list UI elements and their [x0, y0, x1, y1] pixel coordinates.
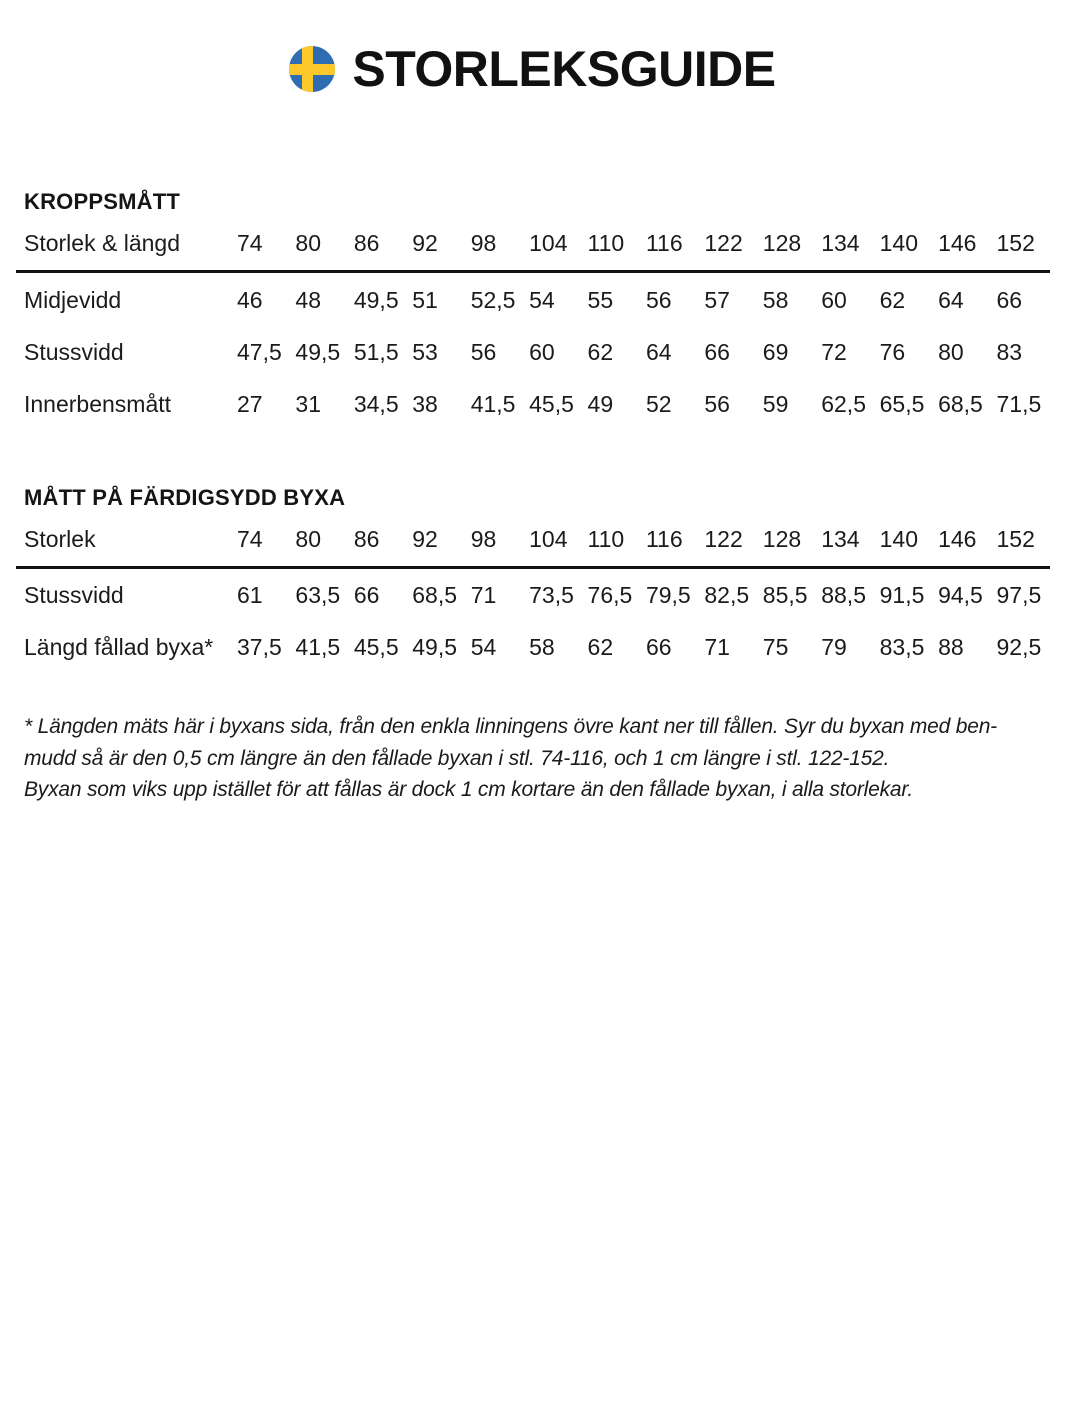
size-column-header: 146 [938, 525, 977, 552]
measurement-value: 66 [645, 634, 672, 660]
measurement-value: 34,5 [353, 390, 399, 417]
measurement-row [16, 567, 1050, 619]
size-column-header: 98 [470, 525, 497, 552]
measurement-value: 58 [529, 634, 555, 660]
measurement-value: 71 [470, 582, 497, 608]
measurement-value: 71 [704, 634, 730, 660]
measurement-value: 63,5 [295, 582, 341, 608]
measurement-value: 66 [704, 338, 730, 365]
size-column-header: 80 [295, 230, 322, 256]
measurement-value: 92,5 [996, 634, 1042, 660]
measurement-value: 56 [704, 390, 730, 417]
footnote-line: Byxan som viks upp istället för att fållas är dock 1 cm kortare än den fållade byxan, i alla storlekar. [24, 778, 914, 801]
measurement-label: Längd fållad byxa* [24, 634, 214, 660]
size-column-header: 74 [237, 230, 263, 256]
measurement-value: 49,5 [353, 286, 399, 313]
measurement-value: 31 [295, 390, 322, 417]
measurement-value: 62,5 [821, 390, 866, 417]
measurement-value: 54 [529, 286, 555, 313]
measurement-value: 51,5 [353, 338, 399, 365]
measurement-value: 47,5 [237, 338, 282, 365]
size-column-header: 140 [879, 525, 919, 552]
measurement-value: 45,5 [529, 390, 574, 417]
section-kroppsmatt [0, 190, 1065, 428]
size-column-header: 128 [762, 230, 802, 256]
size-column-header: 86 [353, 230, 380, 256]
measurement-value: 56 [470, 338, 497, 365]
size-column-header: 116 [645, 230, 683, 256]
measurement-value: 66 [353, 582, 380, 608]
measurement-value: 83 [996, 338, 1023, 365]
measurement-value: 66 [996, 286, 1023, 313]
measurement-value: 85,5 [762, 582, 808, 608]
section-heading-fardigsydd-byxa: MÅTT PÅ FÄRDIGSYDD BYXA [24, 484, 346, 510]
page-title: STORLEKSGUIDE [352, 41, 776, 97]
measurement-value: 88 [938, 634, 964, 660]
measurement-value: 58 [762, 286, 789, 313]
size-column-header: 92 [412, 230, 438, 256]
size-column-header: 134 [821, 230, 860, 256]
measurement-label: Stussvidd [24, 582, 124, 608]
section-heading-kroppsmatt: KROPPSMÅTT [24, 189, 180, 214]
size-column-header: 104 [529, 525, 568, 552]
measurement-value: 52 [645, 390, 672, 417]
measurement-value: 52,5 [470, 286, 516, 313]
size-column-header: 110 [587, 230, 625, 256]
size-header-label: Storlek [24, 525, 96, 552]
measurement-value: 41,5 [295, 634, 341, 660]
footnote-line: * Längden mäts här i byxans sida, från den enkla linningens övre kant ner till fållen. Syr du byxan med ben- [24, 715, 997, 738]
measurement-value: 60 [821, 286, 847, 313]
size-column-header: 74 [237, 525, 263, 552]
measurement-value: 76,5 [587, 582, 633, 608]
finished-trouser-measurements-table [16, 520, 1050, 672]
measurement-label: Innerbensmått [24, 390, 172, 417]
measurement-value: 72 [821, 338, 847, 365]
size-column-header: 134 [821, 525, 860, 552]
size-header-row [16, 224, 1050, 272]
size-column-header: 116 [645, 525, 683, 552]
size-header-label: Storlek & längd [24, 230, 180, 256]
size-column-header: 98 [470, 230, 497, 256]
size-column-header: 86 [353, 525, 380, 552]
measurement-value: 88,5 [821, 582, 866, 608]
measurement-value: 49,5 [412, 634, 458, 660]
measurement-value: 54 [470, 634, 497, 660]
measurement-value: 69 [762, 338, 789, 365]
content [0, 190, 1065, 806]
measurement-label: Stussvidd [24, 338, 124, 365]
size-column-header: 152 [996, 525, 1035, 552]
measurement-value: 48 [295, 286, 322, 313]
measurement-value: 80 [938, 338, 964, 365]
measurement-value: 38 [412, 390, 438, 417]
measurement-value: 49,5 [295, 338, 341, 365]
measurement-value: 62 [879, 286, 906, 313]
measurement-value: 56 [645, 286, 672, 313]
size-column-header: 122 [704, 525, 743, 552]
section-fardigsydd-byxa [0, 486, 1065, 672]
size-column-header: 92 [412, 525, 438, 552]
measurement-value: 82,5 [704, 582, 750, 608]
measurement-row [16, 619, 1050, 671]
size-column-header: 152 [996, 230, 1035, 256]
size-column-header: 128 [762, 525, 802, 552]
measurement-value: 83,5 [879, 634, 925, 660]
measurement-row [16, 324, 1050, 376]
size-column-header: 140 [879, 230, 919, 256]
header [0, 0, 1065, 97]
measurement-value: 68,5 [412, 582, 458, 608]
measurement-row [16, 376, 1050, 428]
measurement-value: 37,5 [237, 634, 282, 660]
measurement-value: 55 [587, 286, 614, 313]
measurement-value: 57 [704, 286, 730, 313]
size-header-row [16, 520, 1050, 568]
measurement-value: 91,5 [879, 582, 925, 608]
measurement-value: 79,5 [645, 582, 691, 608]
measurement-value: 64 [938, 286, 964, 313]
measurement-value: 64 [645, 338, 672, 365]
measurement-value: 62 [587, 338, 614, 365]
flag-cross-vertical [302, 46, 313, 92]
measurement-value: 68,5 [938, 390, 983, 417]
measurement-value: 60 [529, 338, 555, 365]
measurement-value: 46 [237, 286, 263, 313]
footnote-line: mudd så är den 0,5 cm längre än den fållade byxan i stl. 74-116, och 1 cm längre i stl. 122-152. [24, 746, 890, 770]
measurement-value: 76 [879, 338, 906, 365]
measurement-value: 97,5 [996, 582, 1042, 608]
measurement-value: 62 [587, 634, 614, 660]
size-column-header: 146 [938, 230, 977, 256]
footnote [24, 711, 1065, 806]
measurement-value: 65,5 [879, 390, 925, 417]
size-column-header: 110 [587, 525, 625, 552]
measurement-value: 71,5 [996, 390, 1042, 417]
measurement-value: 75 [762, 634, 789, 660]
measurement-value: 49 [587, 390, 614, 417]
measurement-value: 27 [237, 390, 263, 417]
measurement-row [16, 272, 1050, 324]
measurement-value: 41,5 [470, 390, 516, 417]
measurement-value: 94,5 [938, 582, 983, 608]
measurement-value: 53 [412, 338, 438, 365]
size-column-header: 122 [704, 230, 743, 256]
measurement-value: 51 [412, 286, 438, 313]
body-measurements-table [16, 224, 1050, 428]
measurement-value: 59 [762, 390, 789, 417]
size-column-header: 80 [295, 525, 322, 552]
measurement-value: 73,5 [529, 582, 574, 608]
measurement-value: 61 [237, 582, 263, 608]
size-column-header: 104 [529, 230, 568, 256]
measurement-label: Midjevidd [24, 286, 122, 313]
measurement-value: 79 [821, 634, 847, 660]
swedish-flag-icon [289, 46, 335, 92]
measurement-value: 45,5 [353, 634, 399, 660]
